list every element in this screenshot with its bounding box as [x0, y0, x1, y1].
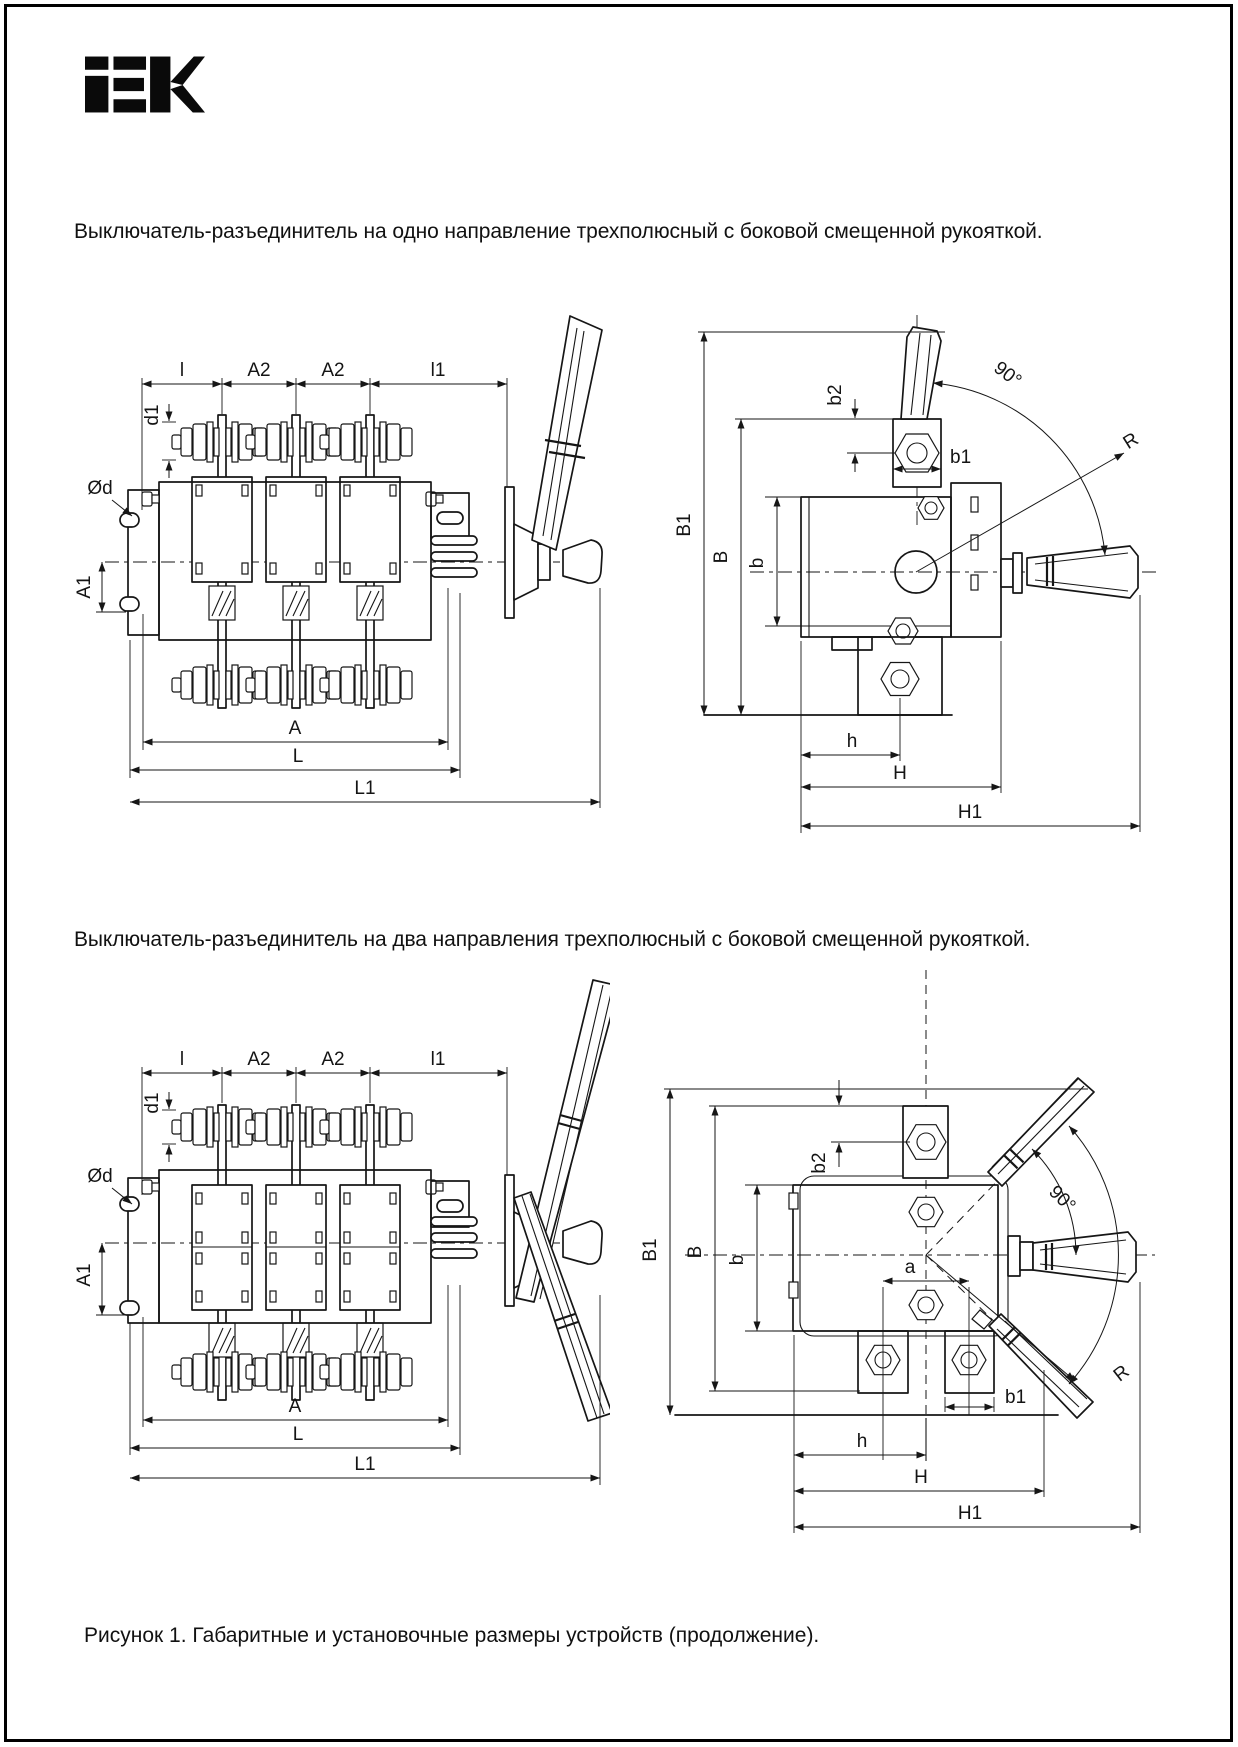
- side-body: [801, 483, 1001, 650]
- dim-label-diameter: Ød: [87, 478, 113, 499]
- handle-up: [901, 327, 941, 419]
- angle-label: 90°: [1044, 1181, 1080, 1217]
- dim-label-b-height: B: [685, 1245, 706, 1259]
- radius-label: R: [1119, 428, 1143, 454]
- radius-label: R: [1109, 1361, 1134, 1387]
- front-view-single-direction: [70, 288, 610, 812]
- dim-label-b2: b2: [825, 384, 846, 406]
- cover-outline: [800, 1176, 1008, 1336]
- iek-logo: [85, 56, 205, 113]
- top-bracket: [893, 419, 941, 487]
- dim-label-l: l: [179, 1049, 185, 1070]
- handle-lever: [532, 316, 602, 550]
- dim-label-b2: b2: [809, 1152, 830, 1174]
- dim-label-b-height: B: [711, 550, 732, 564]
- dim-label-b1-height: B1: [640, 1238, 661, 1262]
- dim-label-b1-width: b1: [950, 447, 972, 468]
- dim-label-a2-left: A2: [247, 1049, 271, 1070]
- dim-label-h1: H1: [957, 1503, 983, 1524]
- section-title-1: Выключатель-разъединитель на одно направление трехполюсный с боковой смещенной рукояткой.: [74, 220, 1043, 243]
- dim-label-a2-left: A2: [247, 360, 271, 381]
- dim-label-b1-width: b1: [1005, 1387, 1027, 1408]
- dim-label-b1-height: B1: [674, 513, 695, 537]
- dim-label-l1-total: L1: [354, 1454, 376, 1475]
- dim-label-h: h: [846, 731, 858, 752]
- handle-horizontal: [1001, 546, 1138, 598]
- dim-label-a-spacing: a: [904, 1257, 916, 1278]
- dim-label-a2-right: A2: [321, 1049, 345, 1070]
- front-view-two-directions: [70, 955, 610, 1500]
- dim-label-d1: d1: [142, 1092, 163, 1114]
- left-flange: [120, 490, 159, 635]
- dim-label-a: A: [288, 718, 302, 739]
- dim-label-diameter: Ød: [87, 1166, 113, 1187]
- dim-label-l1-total: L1: [354, 778, 376, 799]
- dimension-lines: [640, 1080, 1140, 1533]
- dim-label-a1: A1: [74, 575, 95, 599]
- handle-grip: [563, 540, 602, 583]
- dim-label-l1: l1: [430, 1049, 446, 1070]
- dim-label-l1: l1: [430, 360, 446, 381]
- dim-label-a: A: [288, 1396, 302, 1417]
- angle-label: 90°: [989, 357, 1026, 392]
- section-title-2: Выключатель-разъединитель на два направления трехполюсный с боковой смещенной рукояткой.: [74, 928, 1031, 951]
- dim-label-b-small: b: [727, 1254, 748, 1266]
- dim-label-h-cap: H: [893, 763, 907, 784]
- dim-label-h: h: [856, 1431, 868, 1452]
- mounting-feet: [675, 1331, 1058, 1415]
- handle-horizontal: [1008, 1232, 1136, 1282]
- body-slot-top: [789, 1193, 798, 1209]
- right-mechanism: [426, 487, 550, 618]
- rotation-arc: [933, 383, 1105, 555]
- dim-label-h1: H1: [957, 802, 983, 823]
- side-body: [793, 1185, 998, 1331]
- dim-label-h-cap: H: [914, 1467, 928, 1488]
- dim-label-l: l: [179, 360, 185, 381]
- radius-leader: [926, 1255, 1075, 1381]
- dim-label-l-total: L: [292, 746, 304, 767]
- dim-label-l-total: L: [292, 1424, 304, 1445]
- side-view-single-direction: [600, 285, 1160, 845]
- dim-label-d1: d1: [142, 404, 163, 426]
- figure-caption: Рисунок 1. Габаритные и установочные размеры устройств (продолжение).: [84, 1624, 820, 1647]
- dim-label-b-small: b: [747, 557, 768, 569]
- side-view-two-directions: [580, 960, 1160, 1540]
- left-flange: [120, 1178, 159, 1323]
- dim-label-a2-right: A2: [321, 360, 345, 381]
- body-slot-bottom: [789, 1282, 798, 1298]
- dim-label-a1: A1: [74, 1263, 95, 1287]
